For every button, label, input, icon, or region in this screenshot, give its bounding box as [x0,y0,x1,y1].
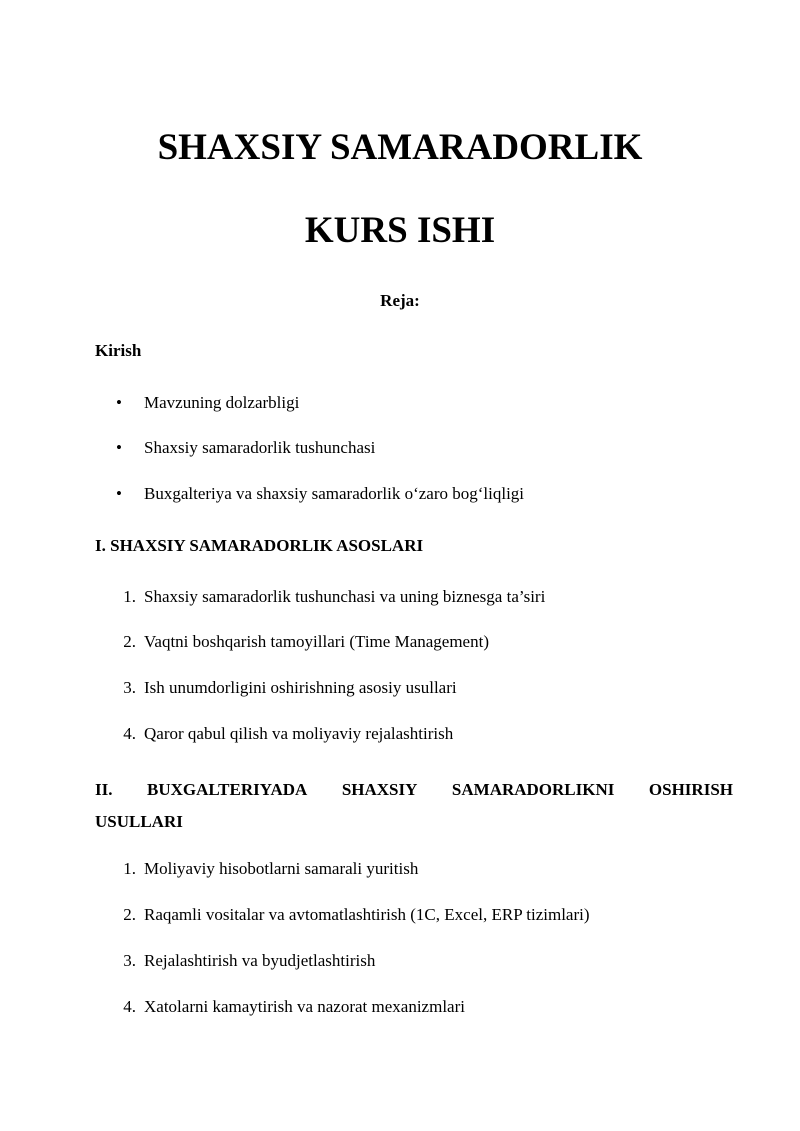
list-number: 4. [123,724,136,743]
intro-item: Shaxsiy samaradorlik tushunchasi [144,438,376,457]
list-number: 2. [123,905,136,924]
list-number: 4. [123,997,136,1016]
intro-item: Mavzuning dolzarbligi [144,393,300,412]
section-1-item: Shaxsiy samaradorlik tushunchasi va uning biznesga ta’siri [144,587,546,606]
intro-heading: Kirish [95,341,142,360]
section-2-heading-word: SAMARADORLIKNI [451,780,615,799]
section-2-heading [95,774,733,838]
section-2-heading-word: II. [95,780,113,799]
section-2-item: Rejalashtirish va byudjetlashtirish [144,951,376,970]
section-2-heading-word: BUXGALTERIYADA [147,780,308,799]
section-2-heading-line-1 [95,774,733,806]
section-2-item: Xatolarni kamaytirish va nazorat mexanizmlari [144,997,465,1016]
bullet-marker: • [116,484,122,503]
section-2-heading-line-2: USULLARI [95,812,183,831]
list-number: 3. [123,951,136,970]
list-number: 2. [123,632,136,651]
list-number: 1. [123,859,136,878]
document-title: SHAXSIY SAMARADORLIK [157,127,643,168]
list-number: 1. [123,587,136,606]
list-number: 3. [123,678,136,697]
bullet-marker: • [116,393,122,412]
section-2-heading-word: OSHIRISH [648,780,733,799]
section-1-item: Qaror qabul qilish va moliyaviy rejalashtirish [144,724,454,743]
section-2-item: Raqamli vositalar va avtomatlashtirish (1C, Excel, ERP tizimlari) [144,905,590,924]
section-2-item: Moliyaviy hisobotlarni samarali yuritish [144,859,419,878]
plan-label: Reja: [380,291,420,310]
bullet-marker: • [116,438,122,457]
section-2-heading-word: SHAXSIY [341,780,418,799]
intro-item: Buxgalteriya va shaxsiy samaradorlik o‘zaro bog‘liqligi [144,484,525,503]
section-1-item: Ish unumdorligini oshirishning asosiy usullari [144,678,457,697]
section-1-item: Vaqtni boshqarish tamoyillari (Time Management) [144,632,489,651]
section-1-heading: I. SHAXSIY SAMARADORLIK ASOSLARI [95,536,424,555]
document-subtitle: KURS ISHI [304,210,496,251]
